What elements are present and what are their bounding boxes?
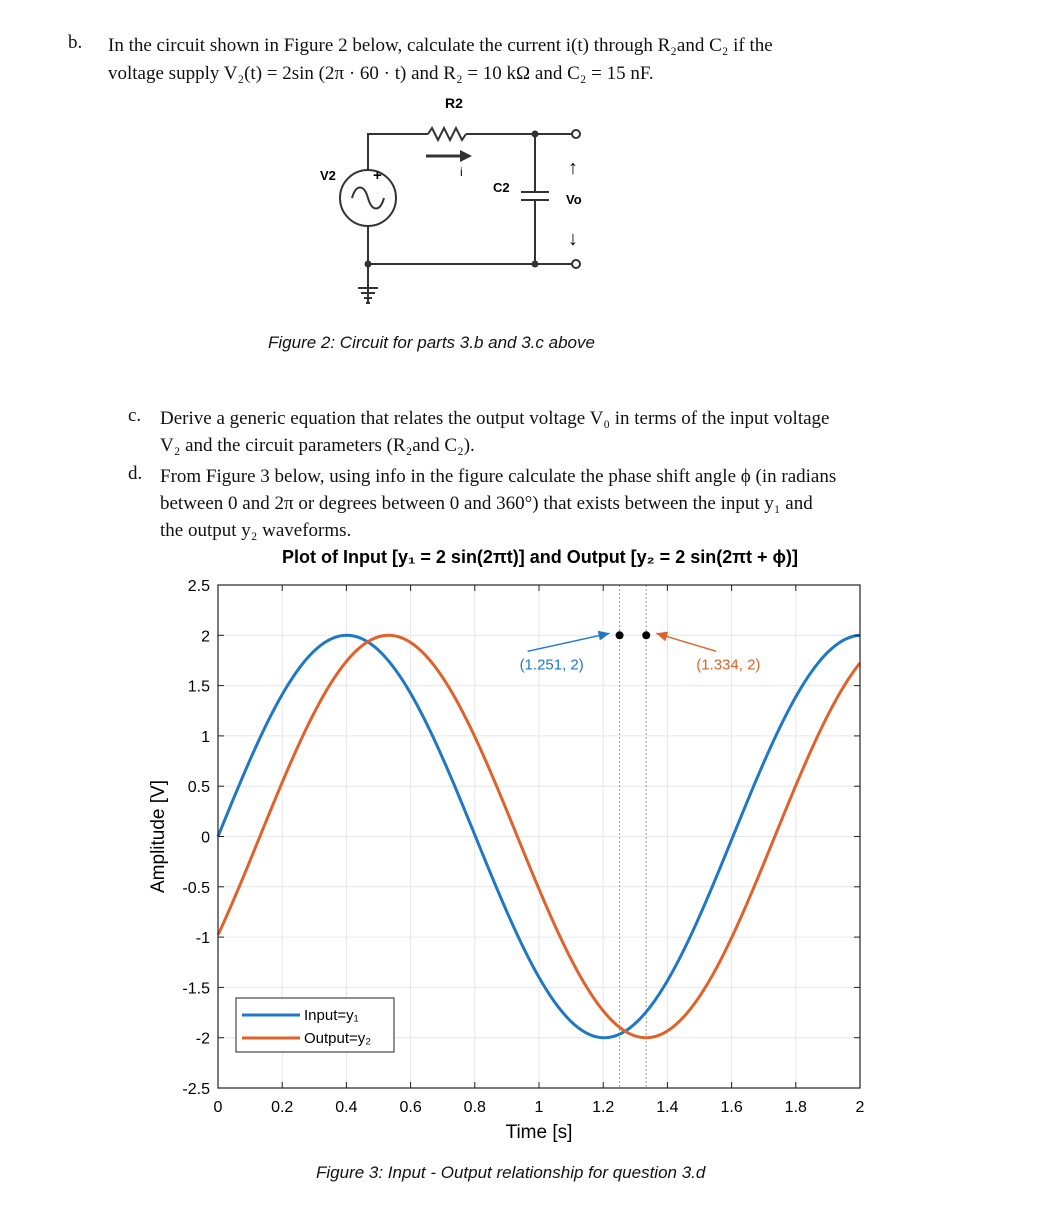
source-label: V2 xyxy=(320,168,336,183)
y-tick-label: 1.5 xyxy=(187,678,210,696)
question-c-line2: V₂ and the circuit parameters (R₂and C₂). xyxy=(160,435,475,456)
vo-down-arrow-icon: ↓ xyxy=(568,228,578,250)
x-tick-label: 1.6 xyxy=(720,1099,743,1116)
x-tick-label: 1 xyxy=(534,1099,544,1116)
y-axis-label: Amplitude [V] xyxy=(148,780,169,893)
vo-label: Vo xyxy=(566,192,582,207)
y-tick-label: -1.5 xyxy=(182,980,210,998)
chart-title: Plot of Input [y₁ = 2 sin(2πt)] and Output [y₂ = 2 sin(2πt + ϕ)] xyxy=(281,547,799,567)
current-arrow-icon xyxy=(426,150,472,162)
question-d-line3: the output y₂ waveforms. xyxy=(160,520,352,541)
x-tick-label: 0.4 xyxy=(335,1099,358,1116)
y-tick-label: -1 xyxy=(195,930,210,948)
x-tick-label: 0 xyxy=(213,1099,223,1116)
x-tick-label: 0.6 xyxy=(399,1099,422,1116)
y-tick-label: -2.5 xyxy=(182,1081,210,1098)
y-tick-label: -2 xyxy=(195,1030,210,1048)
question-b-label: b. xyxy=(68,32,83,53)
resistor-label: R2 xyxy=(445,95,463,111)
figure3-caption: Figure 3: Input - Output relationship for question 3.d xyxy=(316,1163,706,1182)
x-axis-label: Time [s] xyxy=(505,1122,573,1143)
legend-label: Output=y₂ xyxy=(304,1030,372,1047)
peak-point xyxy=(642,631,650,639)
x-tick-label: 1.8 xyxy=(784,1099,807,1116)
legend-label: Input=y₁ xyxy=(304,1007,359,1024)
output-terminal-top xyxy=(572,130,580,138)
y-tick-label: -0.5 xyxy=(182,879,210,897)
y-tick-label: 1 xyxy=(201,728,210,746)
x-tick-label: 2 xyxy=(855,1099,865,1116)
question-b-line2: voltage supply V₂(t) = 2sin (2π · 60 · t) and R₂ = 10 kΩ and C₂ = 15 nF. xyxy=(108,63,654,84)
question-d-line2: between 0 and 2π or degrees between 0 and 360°) that exists between the input y₁ and xyxy=(160,493,813,514)
question-c-line1: Derive a generic equation that relates the output voltage V₀ in terms of the input voltage xyxy=(160,408,830,429)
output-terminal-bottom xyxy=(572,260,580,268)
current-label: i xyxy=(460,165,463,179)
y-tick-label: 0.5 xyxy=(187,779,210,797)
x-tick-label: 1.2 xyxy=(592,1099,615,1116)
y-tick-label: 2 xyxy=(201,628,210,646)
x-tick-label: 1.4 xyxy=(656,1099,679,1116)
chart-annotations xyxy=(520,631,761,674)
phase-shift-chart xyxy=(0,540,1046,1162)
x-tick-label: 0.8 xyxy=(463,1099,486,1116)
annotation-arrow xyxy=(528,633,610,651)
question-c-label: c. xyxy=(128,405,142,426)
peak-point xyxy=(616,631,624,639)
circuit-diagram xyxy=(300,88,620,320)
annotation-label: (1.334, 2) xyxy=(696,656,761,674)
y-tick-label: 2.5 xyxy=(187,578,210,595)
figure2-caption: Figure 2: Circuit for parts 3.b and 3.c above xyxy=(268,333,595,352)
question-d-label: d. xyxy=(128,463,143,484)
question-d-line1: From Figure 3 below, using info in the figure calculate the phase shift angle ϕ (in radians xyxy=(160,466,837,487)
x-tick-label: 0.2 xyxy=(271,1099,294,1116)
y-tick-label: 0 xyxy=(201,829,210,847)
chart-legend xyxy=(236,998,394,1052)
question-b-line1: In the circuit shown in Figure 2 below, calculate the current i(t) through R₂and C₂ if the xyxy=(108,35,773,56)
annotation-arrowhead xyxy=(656,632,668,642)
resistor-symbol xyxy=(428,128,466,140)
vo-up-arrow-icon: ↑ xyxy=(568,157,578,179)
source-plus-label: + xyxy=(373,167,382,184)
annotation-label: (1.251, 2) xyxy=(519,656,584,674)
capacitor-label: C2 xyxy=(493,180,510,195)
